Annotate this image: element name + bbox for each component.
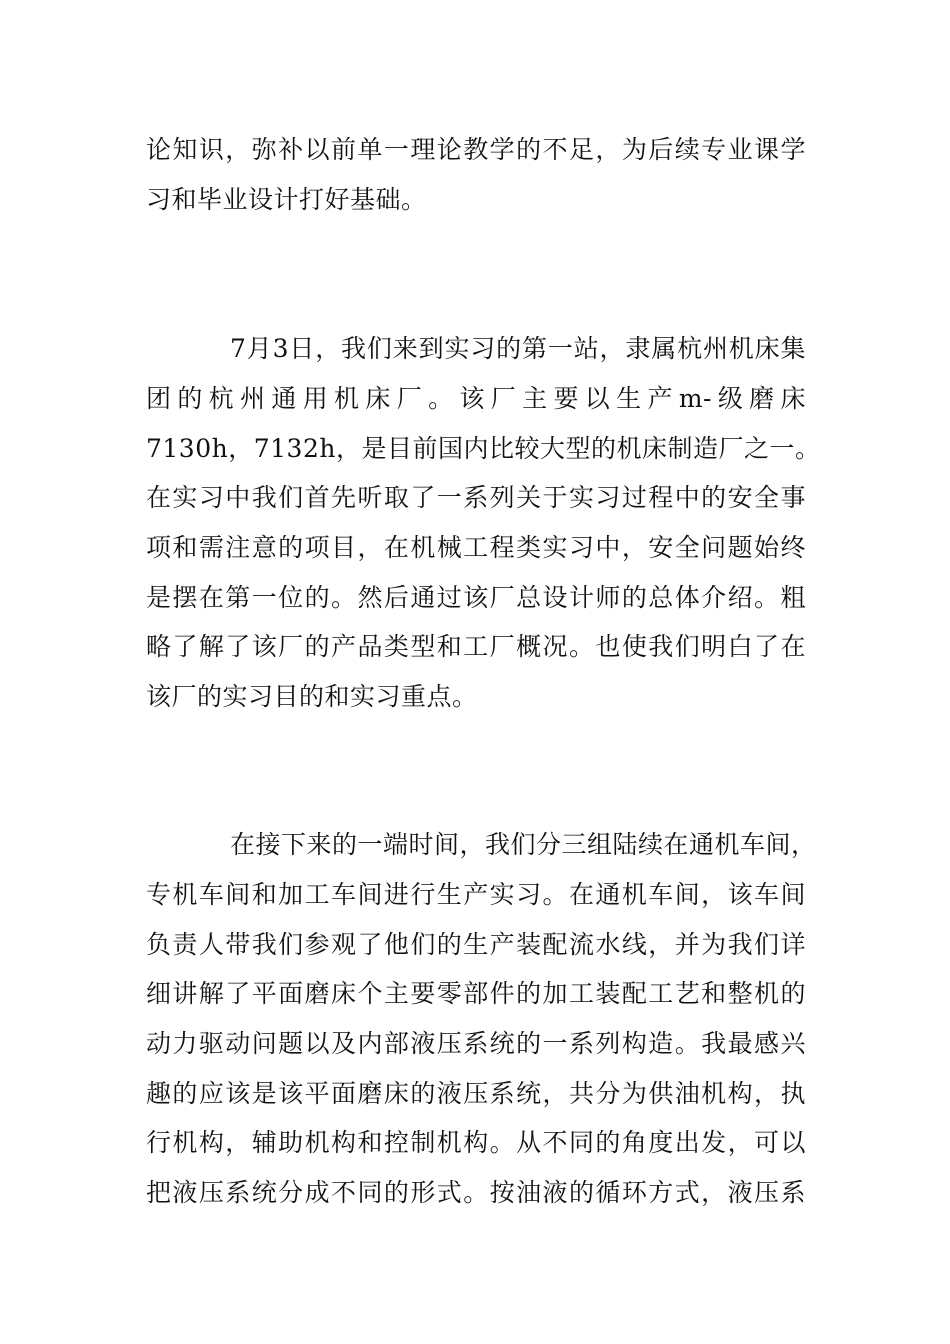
text-line: 动力驱动问题以及内部液压系统的一系列构造。我最感兴 <box>146 1029 806 1058</box>
text-line: 该厂的实习目的和实习重点。 <box>146 682 478 711</box>
text-line: 7130h，7132h，是目前国内比较大型的机床制造厂之一。 <box>146 434 821 463</box>
text-line: 趣的应该是该平面磨床的液压系统，共分为供油机构，执 <box>146 1079 806 1108</box>
text-line: 是摆在第一位的。然后通过该厂总设计师的总体介绍。粗 <box>146 583 806 612</box>
text-line: 7月3日，我们来到实习的第一站，隶属杭州机床集 <box>230 334 806 363</box>
text-line: 在接下来的一端时间，我们分三组陆续在通机车间， <box>230 830 817 859</box>
text-line: 专机车间和加工车间进行生产实习。在通机车间，该车间 <box>146 880 806 909</box>
text-line: 细讲解了平面磨床个主要零部件的加工装配工艺和整机的 <box>146 979 806 1008</box>
text-line: 团的杭州通用机床厂。该厂主要以生产m-级磨床 <box>146 384 806 413</box>
text-line: 略了解了该厂的产品类型和工厂概况。也使我们明白了在 <box>146 632 806 661</box>
text-line: 把液压系统分成不同的形式。按油液的循环方式，液压系 <box>146 1178 806 1207</box>
text-line: 在实习中我们首先听取了一系列关于实习过程中的安全事 <box>146 483 806 512</box>
text-line: 行机构，辅助机构和控制机构。从不同的角度出发，可以 <box>146 1128 806 1157</box>
text-line: 习和毕业设计打好基础。 <box>146 185 427 214</box>
text-line: 论知识，弥补以前单一理论教学的不足，为后续专业课学 <box>146 135 806 164</box>
text-line: 项和需注意的项目，在机械工程类实习中，安全问题始终 <box>146 533 806 562</box>
text-line: 负责人带我们参观了他们的生产装配流水线，并为我们详 <box>146 930 806 959</box>
